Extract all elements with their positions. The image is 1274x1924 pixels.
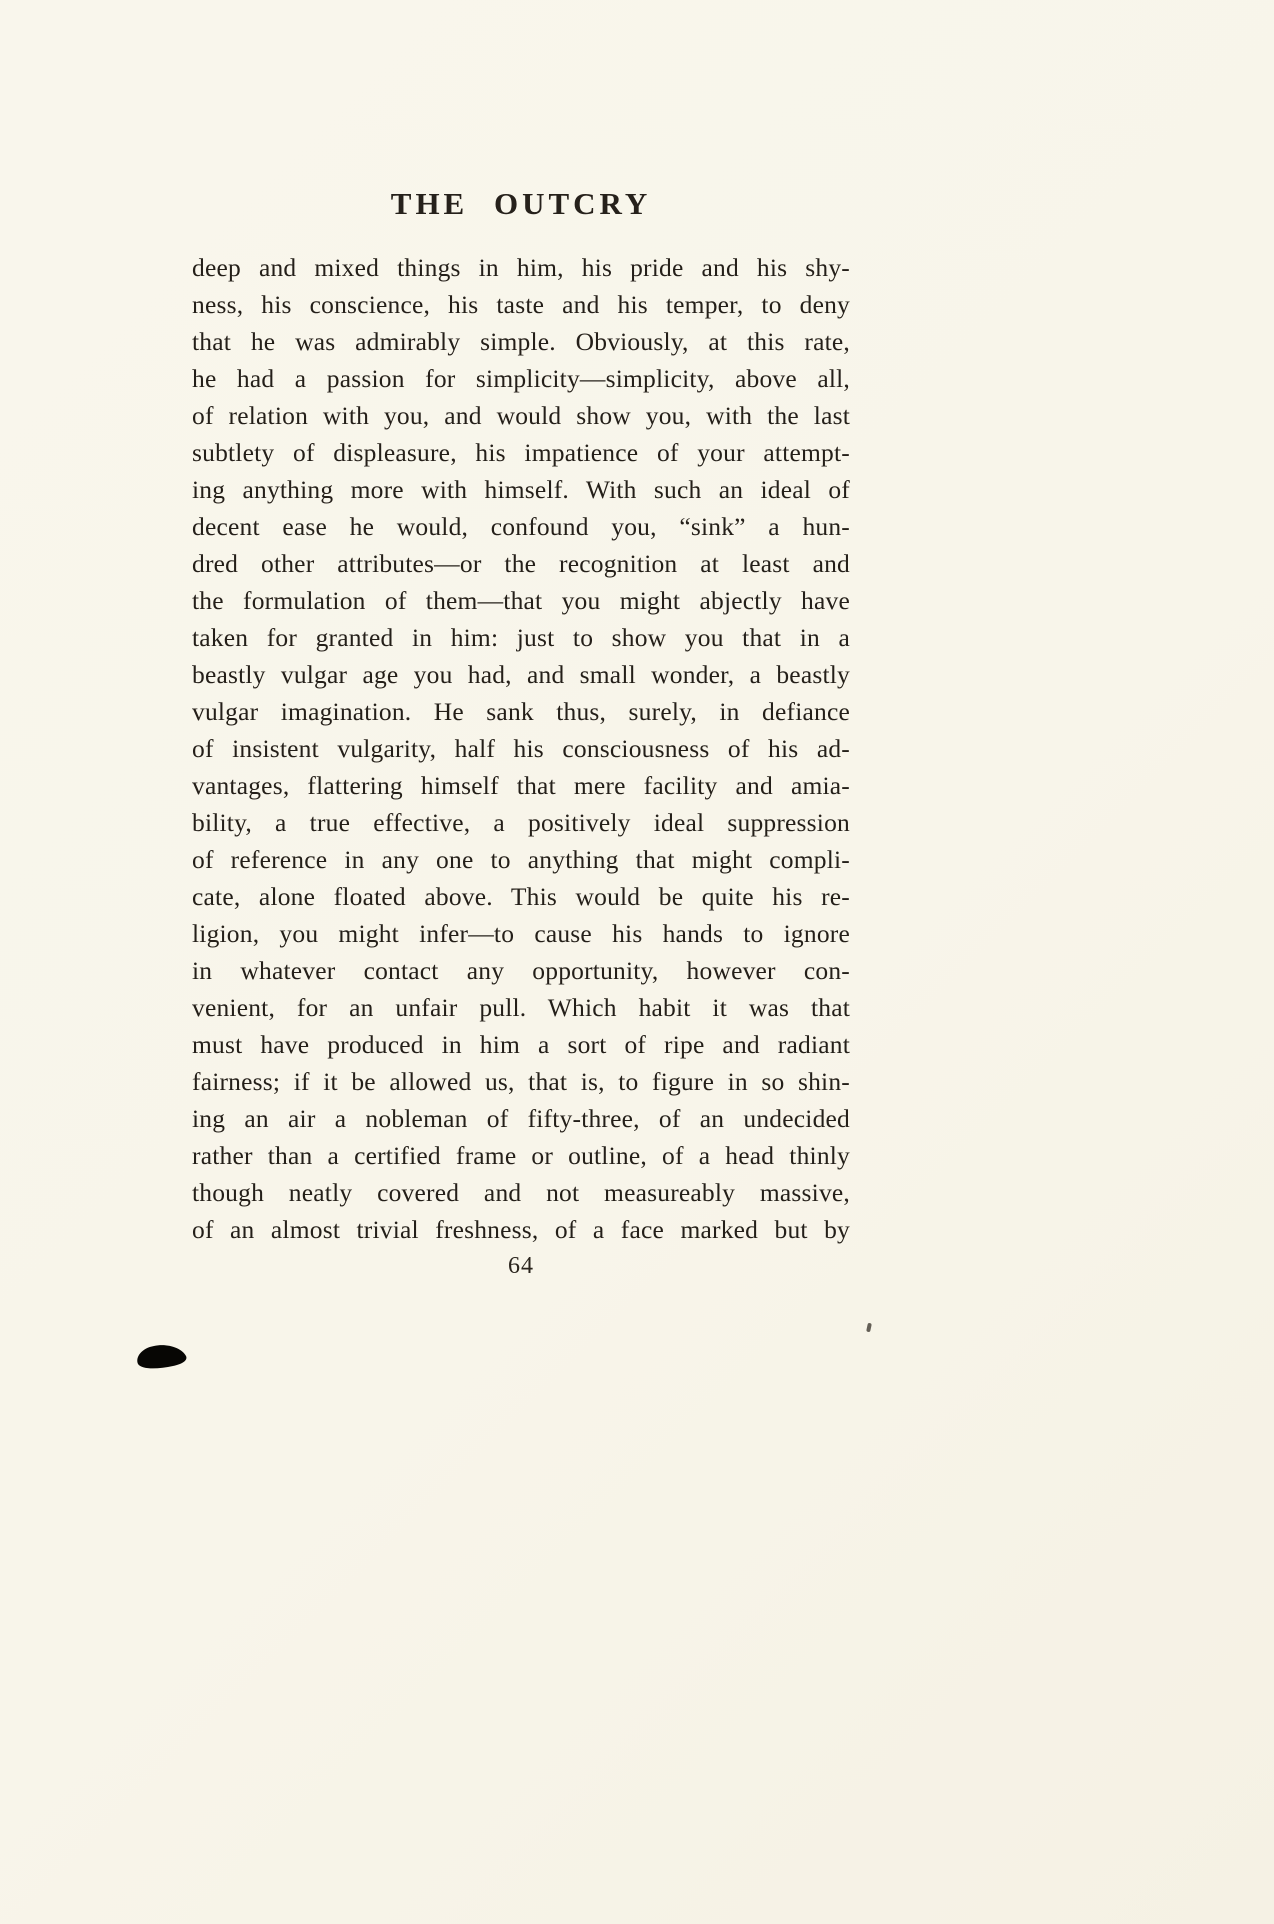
text-line: the formulation of them—that you might abjectly have: [192, 586, 850, 615]
text-line: rather than a certified frame or outline, of a head thinly: [192, 1141, 850, 1170]
text-line: subtlety of displeasure, his impatience of your attempt-: [192, 438, 850, 467]
text-line: of reference in any one to anything that might compli-: [192, 845, 850, 874]
text-line: decent ease he would, confound you, “sink” a hun-: [192, 512, 850, 541]
text-line: of an almost trivial freshness, of a face marked but by: [192, 1215, 850, 1244]
text-line: ing an air a nobleman of fifty-three, of an undecided: [192, 1104, 850, 1133]
text-line: of relation with you, and would show you, with the last: [192, 401, 850, 430]
stray-ink-mark: [866, 1323, 872, 1333]
text-line: bility, a true effective, a positively ideal suppression: [192, 808, 850, 837]
text-line: fairness; if it be allowed us, that is, to figure in so shin-: [192, 1067, 850, 1096]
text-line: cate, alone floated above. This would be quite his re-: [192, 882, 850, 911]
text-line: in whatever contact any opportunity, however con-: [192, 956, 850, 985]
body-text: [192, 249, 850, 1248]
text-line: dred other attributes—or the recognition at least and: [192, 549, 850, 578]
text-line: though neatly covered and not measureably massive,: [192, 1178, 850, 1207]
text-line: vulgar imagination. He sank thus, surely, in defiance: [192, 697, 850, 726]
text-line: venient, for an unfair pull. Which habit it was that: [192, 993, 850, 1022]
text-line: taken for granted in him: just to show you that in a: [192, 623, 850, 652]
text-line: vantages, flattering himself that mere facility and amia-: [192, 771, 850, 800]
text-line: he had a passion for simplicity—simplicity, above all,: [192, 364, 850, 393]
text-line: deep and mixed things in him, his pride and his shy-: [192, 253, 850, 282]
page-content: [192, 0, 850, 1280]
page-number: 64: [508, 1253, 534, 1279]
text-line: of insistent vulgarity, half his consciousness of his ad-: [192, 734, 850, 763]
ink-blot-icon: [133, 1341, 189, 1373]
text-line: ligion, you might infer—to cause his hands to ignore: [192, 919, 850, 948]
text-line: beastly vulgar age you had, and small wonder, a beastly: [192, 660, 850, 689]
running-title: THE OUTCRY: [390, 186, 652, 221]
text-line: that he was admirably simple. Obviously, at this rate,: [192, 327, 850, 356]
text-line: ness, his conscience, his taste and his temper, to deny: [192, 290, 850, 319]
text-line: must have produced in him a sort of ripe and radiant: [192, 1030, 850, 1059]
text-line: ing anything more with himself. With such an ideal of: [192, 475, 850, 504]
